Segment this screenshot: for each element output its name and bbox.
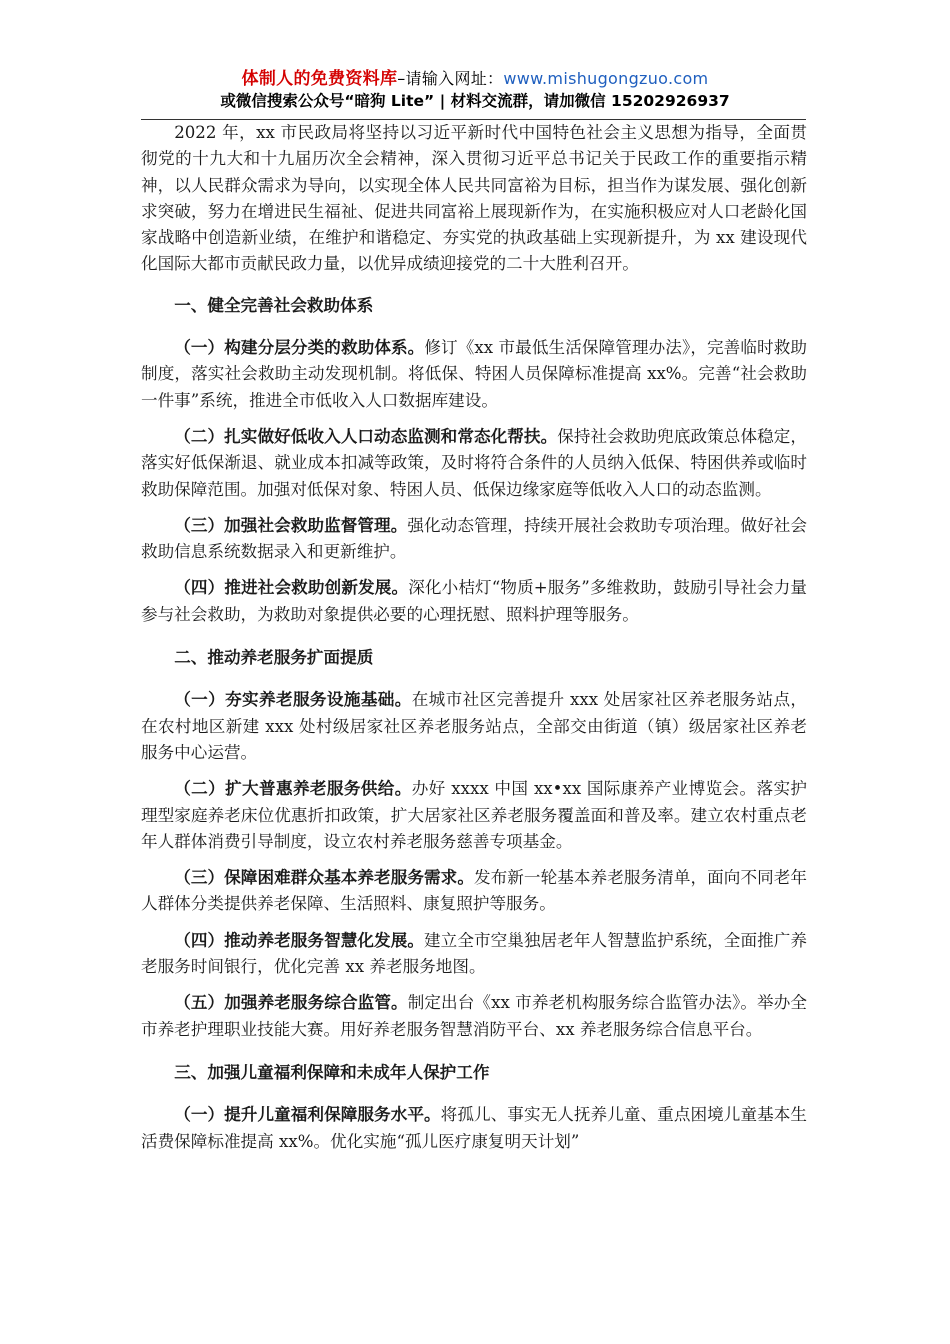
banner-line-2: 或微信搜索公众号“暗狗 Lite” | 材料交流群，请加微信 15202926937 (220, 92, 730, 110)
item-lead: （二）扩大普惠养老服务供给。 (174, 778, 412, 799)
section-2-item-4 (141, 927, 807, 981)
section-2-heading: 二、推动养老服务扩面提质 (174, 647, 374, 668)
section-1-item-4 (141, 574, 807, 628)
document-body (141, 120, 807, 1164)
banner-url-link[interactable]: www.mishugongzuo.com (503, 69, 709, 88)
banner-brand: 体制人的免费资料库 (241, 69, 398, 89)
item-lead: （二）扎实做好低收入人口动态监测和常态化帮扶。 (174, 425, 558, 446)
item-text: 强化动态管理，持续开展社会救助专项治理。做好社会救助信息系统数据录入和更新维护。 (141, 515, 808, 562)
item-lead: （五）加强养老服务综合监管。 (174, 992, 408, 1013)
item-text: 深化小桔灯“物质+服务”多维救助，鼓励引导社会力量参与社会救助，为救助对象提供必要的心理抚慰、照料护理等服务。 (141, 578, 808, 624)
item-lead: （一）构建分层分类的救助体系。 (174, 337, 425, 358)
item-text: 办好 xxxx 中国 xx•xx 国际康养产业博览会。落实护理型家庭养老床位优惠折扣政策，扩大居家社区养老服务覆盖面和普及率。建立农村重点老年人群体消费引导制度，设立农村养老服务慈善专项基金。 (141, 779, 807, 851)
section-1-item-1 (141, 334, 807, 414)
site-banner (0, 68, 950, 112)
section-2-item-5 (141, 989, 807, 1043)
item-text: 修订《xx 市最低生活保障管理办法》，完善临时救助制度，落实社会救助主动发现机制。将低保、特困人员保障标准提高 xx%。完善“社会救助一件事”系统，推进全市低收入人口数据库建设。 (141, 338, 807, 410)
section-3-heading: 三、加强儿童福利保障和未成年人保护工作 (174, 1061, 490, 1082)
banner-prompt: –请输入网址： (397, 69, 504, 88)
item-text: 建立全市空巢独居老年人智慧监护系统，全面推广养老服务时间银行，优化完善 xx 养老服务地图。 (141, 930, 808, 977)
section-2-item-3 (141, 864, 807, 918)
item-text: 将孤儿、事实无人抚养儿童、重点困境儿童基本生活费保障标准提高 xx%。优化实施“孤儿医疗康复明天计划” (141, 1105, 808, 1151)
item-text: 发布新一轮基本养老服务清单，面向不同老年人群体分类提供养老保障、生活照料、康复照护等服务。 (141, 868, 807, 914)
item-lead: （一）夯实养老服务设施基础。 (174, 689, 412, 710)
item-lead: （一）提升儿童福利保障服务水平。 (174, 1104, 441, 1125)
item-text: 制定出台《xx 市养老机构服务综合监管办法》。举办全市养老护理职业技能大赛。用好养老服务智慧消防平台、xx 养老服务综合信息平台。 (141, 993, 807, 1039)
section-1-item-2 (141, 423, 807, 503)
item-lead: （三）加强社会救助监督管理。 (174, 514, 408, 535)
section-1-heading: 一、健全完善社会救助体系 (174, 294, 374, 315)
item-text: 保持社会救助兜底政策总体稳定，落实好低保渐退、就业成本扣减等政策，及时将符合条件的人员纳入低保、特困供养或临时救助保障范围。加强对低保对象、特困人员、低保边缘家庭等低收入人口的动态监测。 (141, 426, 808, 499)
section-3-item-1 (141, 1101, 807, 1155)
intro-paragraph: 2022 年，xx 市民政局将坚持以习近平新时代中国特色社会主义思想为指导，全面贯彻党的十九大和十九届历次全会精神，深入贯彻习近平总书记关于民政工作的重要指示精神，以人民群众需求为导向，以实现全体人民共同富裕为目标，担当作为谋发展、强化创新求突破，努力在增进民生福祉、促进共同富裕上展现新作为，在实施积极应对人口老龄化国家战略中创造新业绩，在维护和谐稳定、夯实党的执政基础上实现新提升，为 xx 建设现代化国际大都市贡献民政力量，以优异成绩迎接党的二十大胜利召开。 (141, 123, 807, 274)
item-lead: （四）推进社会救助创新发展。 (174, 577, 409, 598)
section-2-item-2 (141, 775, 807, 855)
section-2-item-1 (141, 686, 807, 766)
section-1-item-3 (141, 512, 807, 566)
banner-line-1 (0, 68, 950, 90)
item-text: 在城市社区完善提升 xxx 处居家社区养老服务站点，在农村地区新建 xxx 处村级居家社区养老服务站点，全部交由街道（镇）级居家社区养老服务中心运营。 (141, 690, 808, 762)
item-lead: （四）推动养老服务智慧化发展。 (174, 929, 425, 950)
item-lead: （三）保障困难群众基本养老服务需求。 (174, 867, 474, 888)
